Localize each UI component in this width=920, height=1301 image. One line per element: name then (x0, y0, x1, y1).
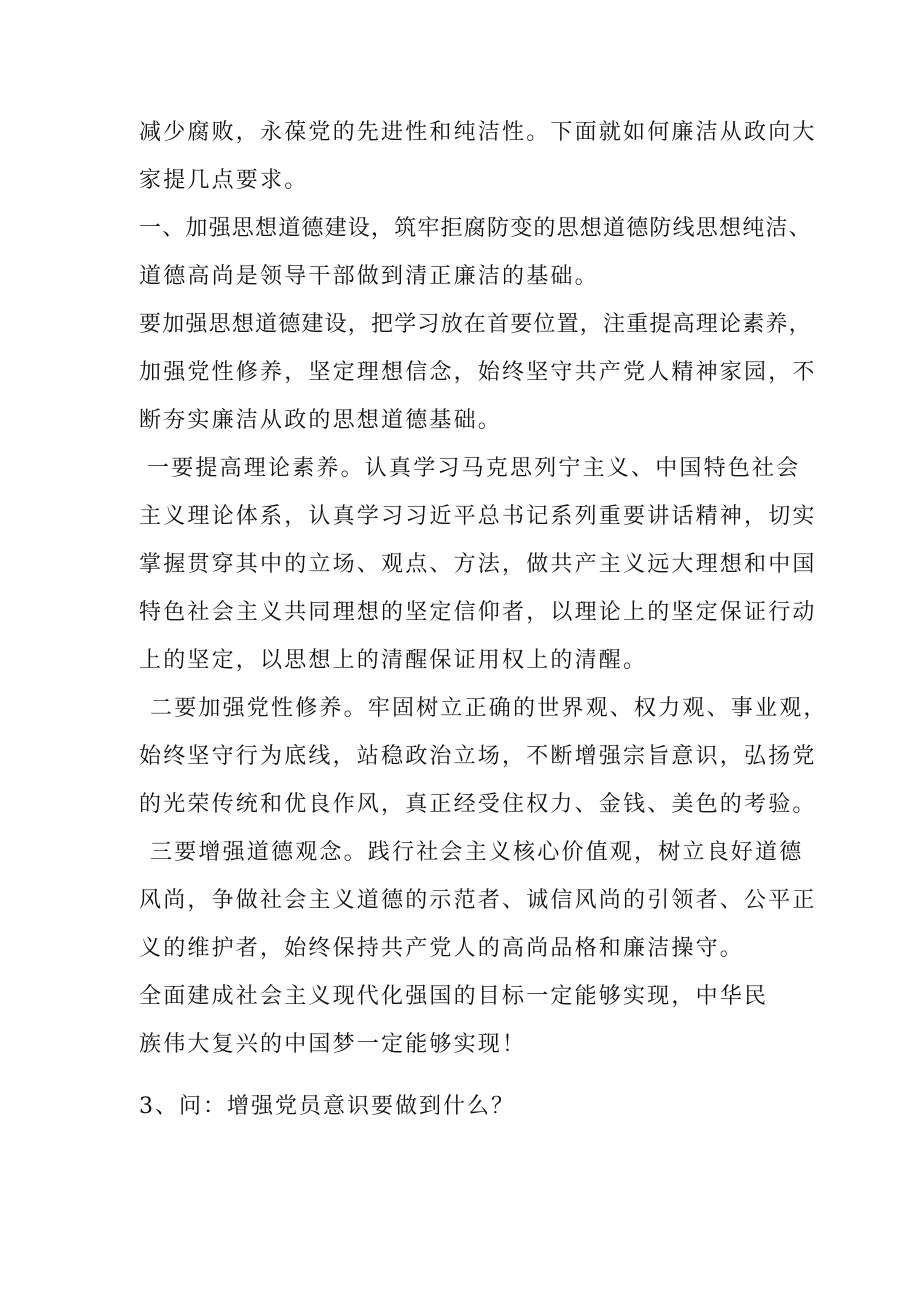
section-heading-continued: 道德高尚是领导干部做到清正廉洁的基础。 (139, 264, 599, 289)
text-line: 的光荣传统和优良作风，真正经受住权力、金钱、美色的考验。 (139, 792, 817, 817)
text-line: 风尚，争做社会主义道德的示范者、诚信风尚的引领者、公平正 (139, 888, 817, 913)
text-line: 上的坚定，以思想上的清醒保证用权上的清醒。 (139, 648, 648, 673)
point-three-line: 三要增强道德观念。践行社会主义核心价值观，树立良好道德 (150, 840, 804, 865)
text-line: 减少腐败，永葆党的先进性和纯洁性。下面就如何廉洁从政向大 (139, 120, 817, 145)
text-line: 家提几点要求。 (139, 168, 309, 193)
text-line: 始终坚守行为底线，站稳政治立场，不断增强宗旨意识，弘扬党 (139, 744, 817, 769)
text-line: 族伟大复兴的中国梦一定能够实现！ (139, 1032, 527, 1057)
text-line: 义的维护者，始终保持共产党人的高尚品格和廉洁操守。 (139, 936, 745, 961)
question-heading: 3、问：增强党员意识要做到什么？ (139, 1094, 515, 1119)
text-line: 掌握贯穿其中的立场、观点、方法，做共产主义远大理想和中国 (139, 552, 817, 577)
text-line: 全面建成社会主义现代化强国的目标一定能够实现，中华民 (139, 984, 769, 1009)
point-one-line: 一要提高理论素养。认真学习马克思列宁主义、中国特色社会 (147, 456, 801, 481)
text-line: 特色社会主义共同理想的坚定信仰者，以理论上的坚定保证行动 (139, 600, 817, 625)
point-two-line: 二要加强党性修养。牢固树立正确的世界观、权力观、事业观， (150, 696, 828, 721)
section-heading: 一、加强思想道德建设，筑牢拒腐防变的思想道德防线思想纯洁、 (139, 216, 812, 241)
text-line: 主义理论体系，认真学习习近平总书记系列重要讲话精神，切实 (139, 504, 817, 529)
text-line: 加强党性修养，坚定理想信念，始终坚守共产党人精神家园，不 (139, 360, 817, 385)
text-line: 断夯实廉洁从政的思想道德基础。 (139, 408, 503, 433)
text-line: 要加强思想道德建设，把学习放在首要位置，注重提高理论素养， (139, 312, 812, 337)
